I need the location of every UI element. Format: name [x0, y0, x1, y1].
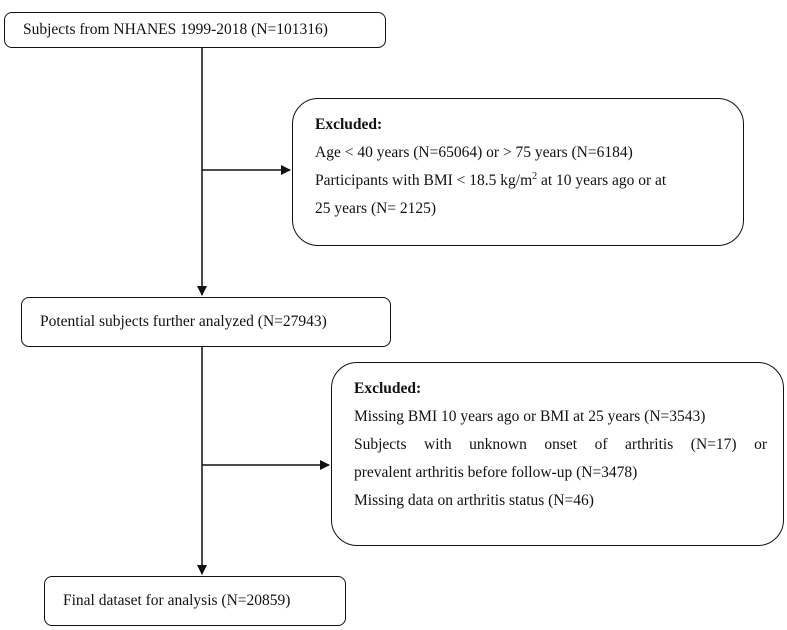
flow-box-potential	[21, 297, 391, 347]
flow-box-subjects-label: Subjects from NHANES 1999-2018 (N=101316)	[23, 21, 328, 38]
exclusion-1-bmi-text-end: at 10 years ago or at	[537, 172, 667, 189]
flow-box-final	[44, 576, 346, 626]
flow-box-subjects	[4, 12, 386, 48]
exclusion-1-bmi-text: Participants with BMI < 18.5 kg/m	[315, 172, 533, 189]
exclusion-2-missing-status: Missing data on arthritis status (N=46)	[354, 492, 594, 509]
exclusion-2-heading: Excluded:	[354, 380, 422, 397]
exclusion-2-unknown-onset: Subjects with unknown onset of arthritis (N=17) or	[354, 436, 767, 453]
flow-box-potential-label: Potential subjects further analyzed (N=27943)	[40, 313, 327, 330]
exclusion-box-1	[292, 98, 744, 246]
exclusion-2-missing-bmi: Missing BMI 10 years ago or BMI at 25 years (N=3543)	[354, 408, 706, 425]
exclusion-1-age: Age < 40 years (N=65064) or > 75 years (N=6184)	[315, 144, 633, 161]
exclusion-1-bmi-sup: 2	[532, 171, 538, 182]
exclusion-1-heading: Excluded:	[315, 116, 383, 133]
exclusion-2-prevalent: prevalent arthritis before follow-up (N=3478)	[354, 464, 638, 481]
exclusion-box-2	[331, 362, 784, 546]
exclusion-1-bmi	[315, 167, 727, 195]
exclusion-1-bmi-cont: 25 years (N= 2125)	[315, 200, 437, 217]
flow-box-final-label: Final dataset for analysis (N=20859)	[63, 592, 291, 609]
